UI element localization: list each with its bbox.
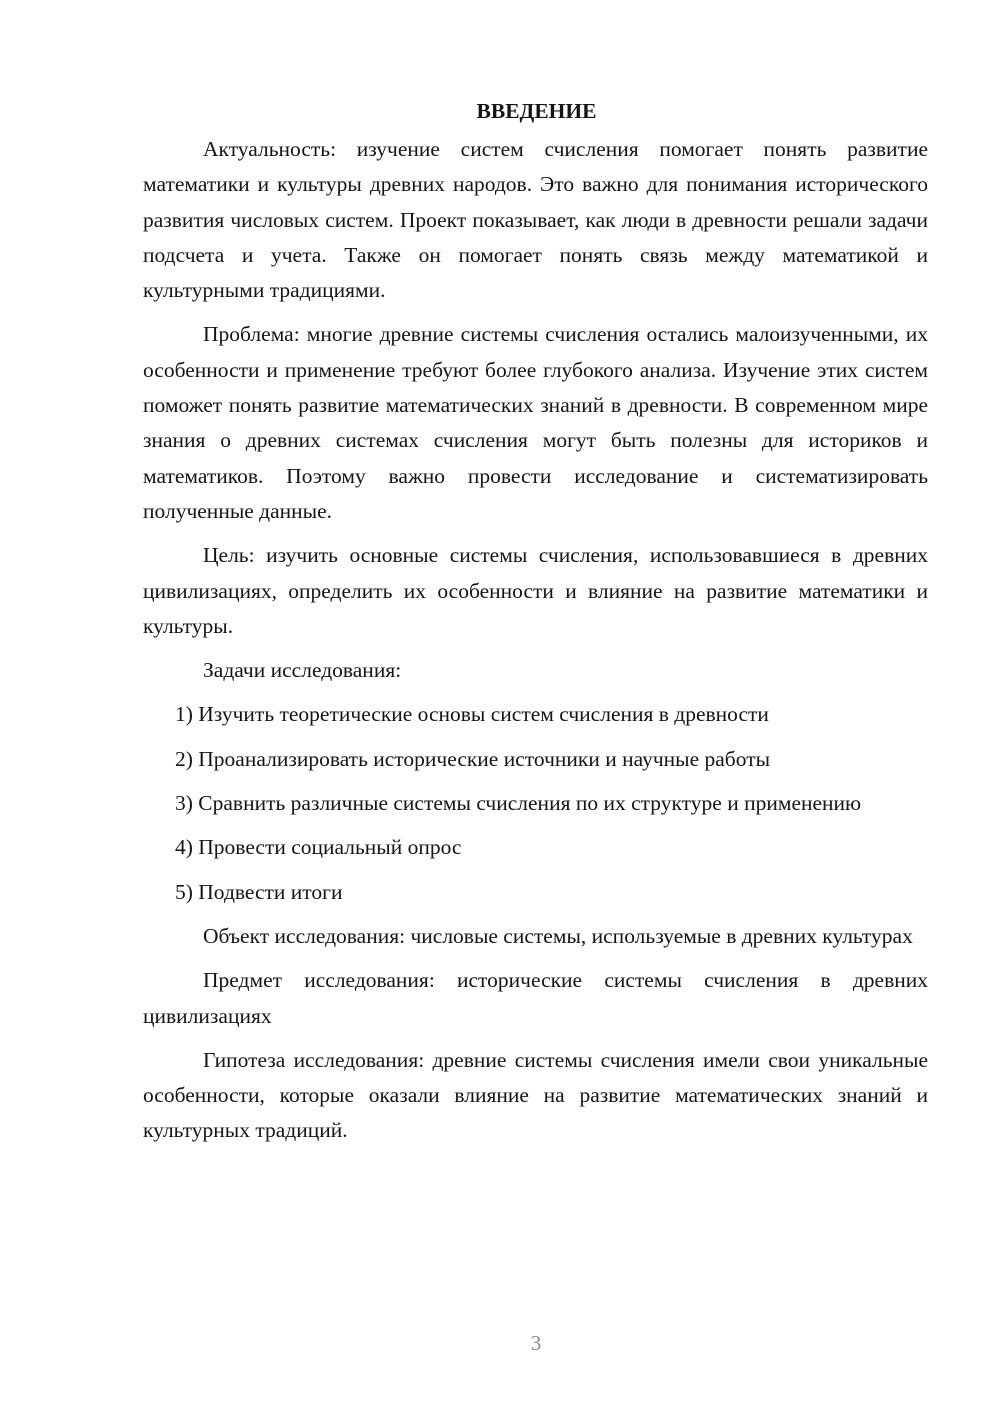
paragraph-subject: Предмет исследования: исторические системы счисления в древних цивилизациях <box>143 968 928 1028</box>
paragraph-object: Объект исследования: числовые системы, используемые в древних культурах <box>203 923 913 948</box>
task-item-4: 4) Провести социальный опрос <box>175 835 462 860</box>
paragraph-goal: Цель: изучить основные системы счисления, использовавшиеся в древних цивилизациях, определить их особенности и влияние на развитие математики и культуры. <box>143 543 928 638</box>
page-number: 3 <box>530 1331 542 1355</box>
tasks-list <box>143 697 928 909</box>
paragraph-relevance: Актуальность: изучение систем счисления помогает понять развитие математики и культуры древних народов. Это важно для понимания исторического развития числовых систем. Проект показывает, как люди в древности решали задачи подсчета и учета. Также он помогает понять связь между математикой и культурными традициями. <box>143 137 928 303</box>
task-item-1: 1) Изучить теоретические основы систем счисления в древности <box>175 702 769 727</box>
task-item-5: 5) Подвести итоги <box>175 879 343 904</box>
task-item-3: 3) Сравнить различные системы счисления по их структуре и применению <box>175 791 862 816</box>
document-body <box>143 96 928 1158</box>
paragraph-problem: Проблема: многие древние системы счисления остались малоизученными, их особенности и применение требуют более глубокого анализа. Изучение этих систем поможет понять развитие математических знаний в древности. В современном мире знания о древних системах счисления могут быть полезны для историков и математиков. Поэтому важно провести исследование и систематизировать полученные данные. <box>143 322 928 523</box>
tasks-heading: Задачи исследования: <box>203 658 402 683</box>
task-item-2: 2) Проанализировать исторические источники и научные работы <box>175 746 771 771</box>
paragraph-hypothesis: Гипотеза исследования: древние системы счисления имели свои уникальные особенности, которые оказали влияние на развитие математических знаний и культурных традиций. <box>143 1047 928 1143</box>
page-title: ВВЕДЕНИЕ <box>476 99 597 123</box>
